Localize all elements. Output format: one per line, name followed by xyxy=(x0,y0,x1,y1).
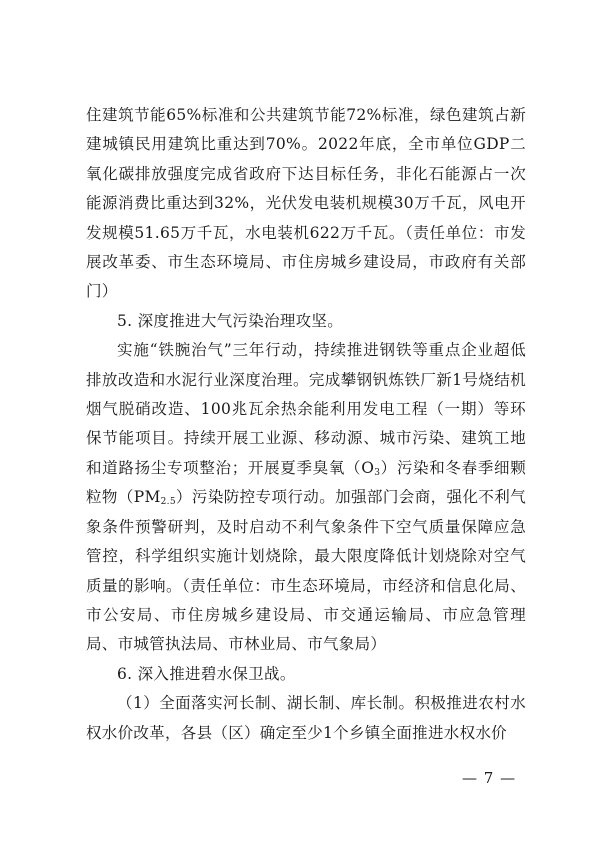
paragraph-air-pollution-actions xyxy=(86,336,526,659)
text-segment: ）污染防控专项行动。加强部门会商，强化不利气象条件预警研判，及时启动不利气象条件下空气质量保障应急管控，科学组织实施计划烧除，最大限度降低计划烧除对空气质量的影响。（责任单位：市生态环境局，市经济和信息化局、市公安局、市住房城乡建设局、市交通运输局、市应急管理局、市城管执法局、市林业局、市气象局） xyxy=(86,488,526,654)
heading-water-protection: 6. 深入推进碧水保卫战。 xyxy=(117,664,296,683)
paragraph-river-chief-system: （1）全面落实河长制、湖长制、库长制。积极推进农村水权水价改革，各县（区）确定至少1个乡镇全面推进水权水价 xyxy=(86,694,526,742)
page-number: — 7 — xyxy=(462,769,517,787)
ozone-subscript: 3 xyxy=(374,467,381,478)
heading-air-pollution: 5. 深度推进大气污染治理攻坚。 xyxy=(117,311,344,330)
text-segment: ）污染和冬春季细颗粒物（PM xyxy=(86,458,526,507)
pm-subscript: 2.5 xyxy=(160,497,176,508)
text-segment: 实施“铁腕治气”三年行动，持续推进钢铁等重点企业超低排放改造和水泥行业深度治理。完成攀钢钒炼铁厂新1号烧结机烟气脱硝改造、100兆瓦余热余能利用发电工程（一期）等环保节能项目。持续开展工业源、移动源、城市污染、建筑工地和道路扬尘专项整治；开展夏季臭氧（O xyxy=(86,341,526,477)
paragraph-energy-targets: 住建筑节能65%标准和公共建筑节能72%标准，绿色建筑占新建城镇民用建筑比重达到70%。2022年底，全市单位GDP二氧化碳排放强度完成省政府下达目标任务，非化石能源占一次能源消费比重达到32%，光伏发电装机规模30万千瓦，风电开发规模51.65万千瓦，水电装机622万千瓦。（责任单位：市发展改革委、市生态环境局、市住房城乡建设局，市政府有关部门） xyxy=(86,106,526,301)
document-body xyxy=(86,101,526,748)
